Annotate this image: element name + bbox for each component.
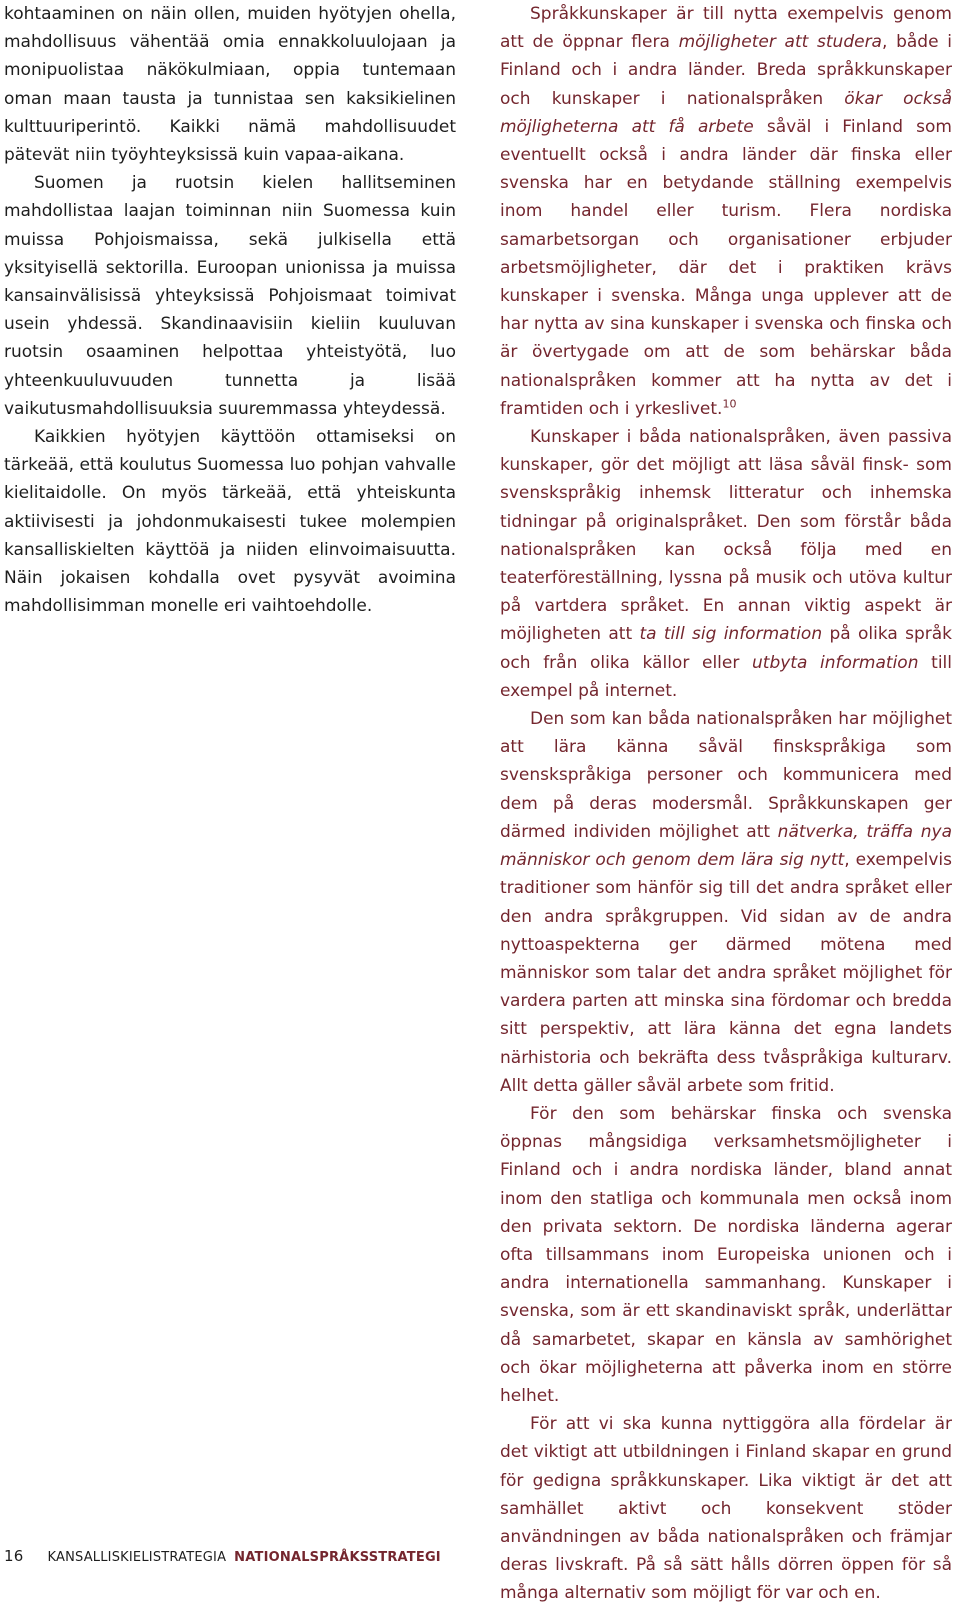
text-run: såväl i Finland som eventuellt också i andra länder där finska eller svenska har en betydande ställning exempelvis inom handel eller turism. Flera nordiska samarbetsorgan och organisationer erbjuder arbetsmöjligheter, där det i praktiken krävs kunskaper i svenska. Många unga upplever att de har nytta av sina kunskaper i svenska och finska och är övertygade om att de som behärskar båda nationalspråken kommer att ha nytta av det i framtiden och i yrkeslivet. — [500, 116, 952, 419]
emphasis: utbyta information — [752, 652, 919, 673]
paragraph: För den som behärskar finska och svenska öppnas mångsidiga verksamhetsmöjligheter i Finland och i andra nordiska länder, bland annat inom den statliga och kommunala men också inom den privata sektorn. De nordiska länderna agerar ofta tillsammans inom Europeiska unionen och i andra internationella sammanhang. Kunskaper i svenska, som är ett skandinaviskt språk, underlättar då samarbetet, skapar en känsla av samhörighet och ökar möjligheterna att påverka inom en större helhet. — [500, 1103, 952, 1406]
text-run: , exempelvis traditioner som hänför sig till det andra språket eller den andra språkgruppen. Vid sidan av de andra nyttoaspekterna ger därmed mötena med människor som talar det andra språket möjlighet för vardera parten att minska sina fördomar och bredda sitt perspektiv, att lära känna det egna landets närhistoria och bekräfta dess tvåspråkiga kulturarv. Allt detta gäller såväl arbete som fritid. — [500, 850, 952, 1096]
page-footer — [4, 1547, 441, 1571]
text-run: till exempel på internet. — [500, 652, 952, 701]
footnote-marker: 10 — [722, 397, 737, 411]
paragraph — [500, 0, 952, 423]
paragraph: Kaikkien hyötyjen käyttöön ottamiseksi on tärkeää, että koulutus Suomessa luo pohjan vahvalle kielitaidolle. On myös tärkeää, että yhteiskunta aktiivisesti ja johdonmukaisesti tukee molempien kansalliskielten käyttöä ja niiden elinvoimaisuutta. Näin jokaisen kohdalla ovet pysyvät avoimina mahdollisimman monelle eri vaihtoehdolle. — [4, 427, 456, 617]
emphasis: nätverka, träffa nya människor och genom dem lära sig nytt — [500, 821, 952, 871]
text-run: på olika språk och från olika källor eller — [500, 624, 952, 673]
paragraph — [500, 705, 952, 1100]
text-run: Kunskaper i båda nationalspråken, även passiva kunskaper, gör det möjligt att läsa såväl finsk- som svenskspråkig inhemsk litteratur och inhemska tidningar på originalspråket. Den som förstår båda nationalspråken kan också följa med en teaterföreställning, lyssna på musik och utöva kultur på vartdera språket. En annan viktig aspekt är möjligheten att — [500, 427, 952, 645]
page-number: 16 — [4, 1547, 24, 1565]
paragraph: Suomen ja ruotsin kielen hallitseminen mahdollistaa laajan toiminnan niin Suomessa kuin muissa Pohjoismaissa, sekä julkisella että yksityisellä sektorilla. Euroopan unionissa ja muissa kansainvälisissä yhteyksissä Pohjoismaat toimivat usein yhdessä. Skandinaavisiin kieliin kuuluvan ruotsin osaaminen helpottaa yhteistyötä, luo yhteenkuuluvuuden tunnetta ja lisää vaikutusmahdollisuuksia suuremmassa yhteydessä. — [4, 173, 456, 419]
text-run: Den som kan båda nationalspråken har möjlighet att lära känna såväl finskspråkiga som svenskspråkiga personer och kommunicera med dem på deras modersmål. Språkkunskapen ger därmed individen möjlighet att — [500, 709, 952, 842]
footer-title-swedish: NATIONALSPRÅKSSTRATEGI — [234, 1550, 441, 1565]
text-run: Språkkunskaper är till nytta exempelvis genom att de öppnar flera — [500, 4, 952, 53]
paragraph — [500, 423, 952, 705]
paragraph: kohtaaminen on näin ollen, muiden hyötyjen ohella, mahdollisuus vähentää omia ennakkoluulojaan ja monipuolistaa näkökulmiaan, oppia tuntemaan oman maan tausta ja tunnistaa sen kaksikielinen kulttuuriperintö. Kaikki nämä mahdollisuudet pätevät niin työyhteyksissä kuin vapaa-aikana. — [4, 4, 456, 166]
footer-title-finnish: KANSALLISKIELISTRATEGIA — [47, 1550, 227, 1565]
emphasis: möjligheter att studera — [678, 32, 882, 53]
emphasis: ökar också möjligheterna att få arbete — [500, 88, 952, 137]
finnish-column — [4, 0, 456, 620]
swedish-column — [500, 0, 952, 1608]
text-run: , både i Finland och i andra länder. Breda språkkunskaper och kunskaper i nationalspråken — [500, 32, 952, 109]
emphasis: ta till sig information — [639, 624, 823, 645]
paragraph: För att vi ska kunna nyttiggöra alla fördelar är det viktigt att utbildningen i Finland skapar en grund för gedigna språkkunskaper. Lika viktigt är det att samhället aktivt och konsekvent stöder användningen av båda nationalspråken och främjar deras livskraft. På så sätt hålls dörren öppen för så många alternativ som möjligt för var och en. — [500, 1414, 952, 1604]
